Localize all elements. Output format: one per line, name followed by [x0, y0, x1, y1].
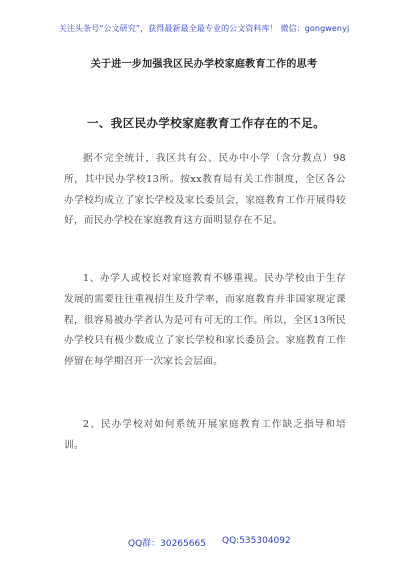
footer-qq-contact: QQ:535304092 — [222, 536, 291, 546]
section-heading: 一、我区民办学校家庭教育工作存在的不足。 — [87, 116, 325, 130]
body-paragraph-2: 1、办学人或校长对家庭教育不够重视。民办学校由于生存发展的需要往往重视招生及升学率，而家庭教育并非国家规定课程，很容易被办学者认为是可有可无的工作。所以，全区13所民办学校只有极少数成立了家长学校和家长委员会。家庭教育工作停留在每学期召开一次家长会层面。 — [64, 273, 346, 368]
body-paragraph-1: 据不完全统计，我区共有公、民办中小学（含分教点）98所，其中民办学校13所。按xx教育局有关工作制度，全区各公办学校均成立了家长学校及家长委员会，家庭教育工作开展得较好，而民办学校在家庭教育这方面明显存在不足。 — [64, 153, 346, 227]
body-paragraph-3: 2、民办学校对如何系统开展家庭教育工作缺乏指导和培训。 — [64, 419, 346, 451]
document-title: 关于进一步加强我区民办学校家庭教育工作的思考 — [90, 59, 318, 70]
header-promo-note: 关注头条号“公文研究”，获得最新最全最专业的公文资料库！ 微信：gongwenyj — [58, 24, 350, 33]
footer-qq-group: QQ群：30265665 — [128, 539, 206, 549]
